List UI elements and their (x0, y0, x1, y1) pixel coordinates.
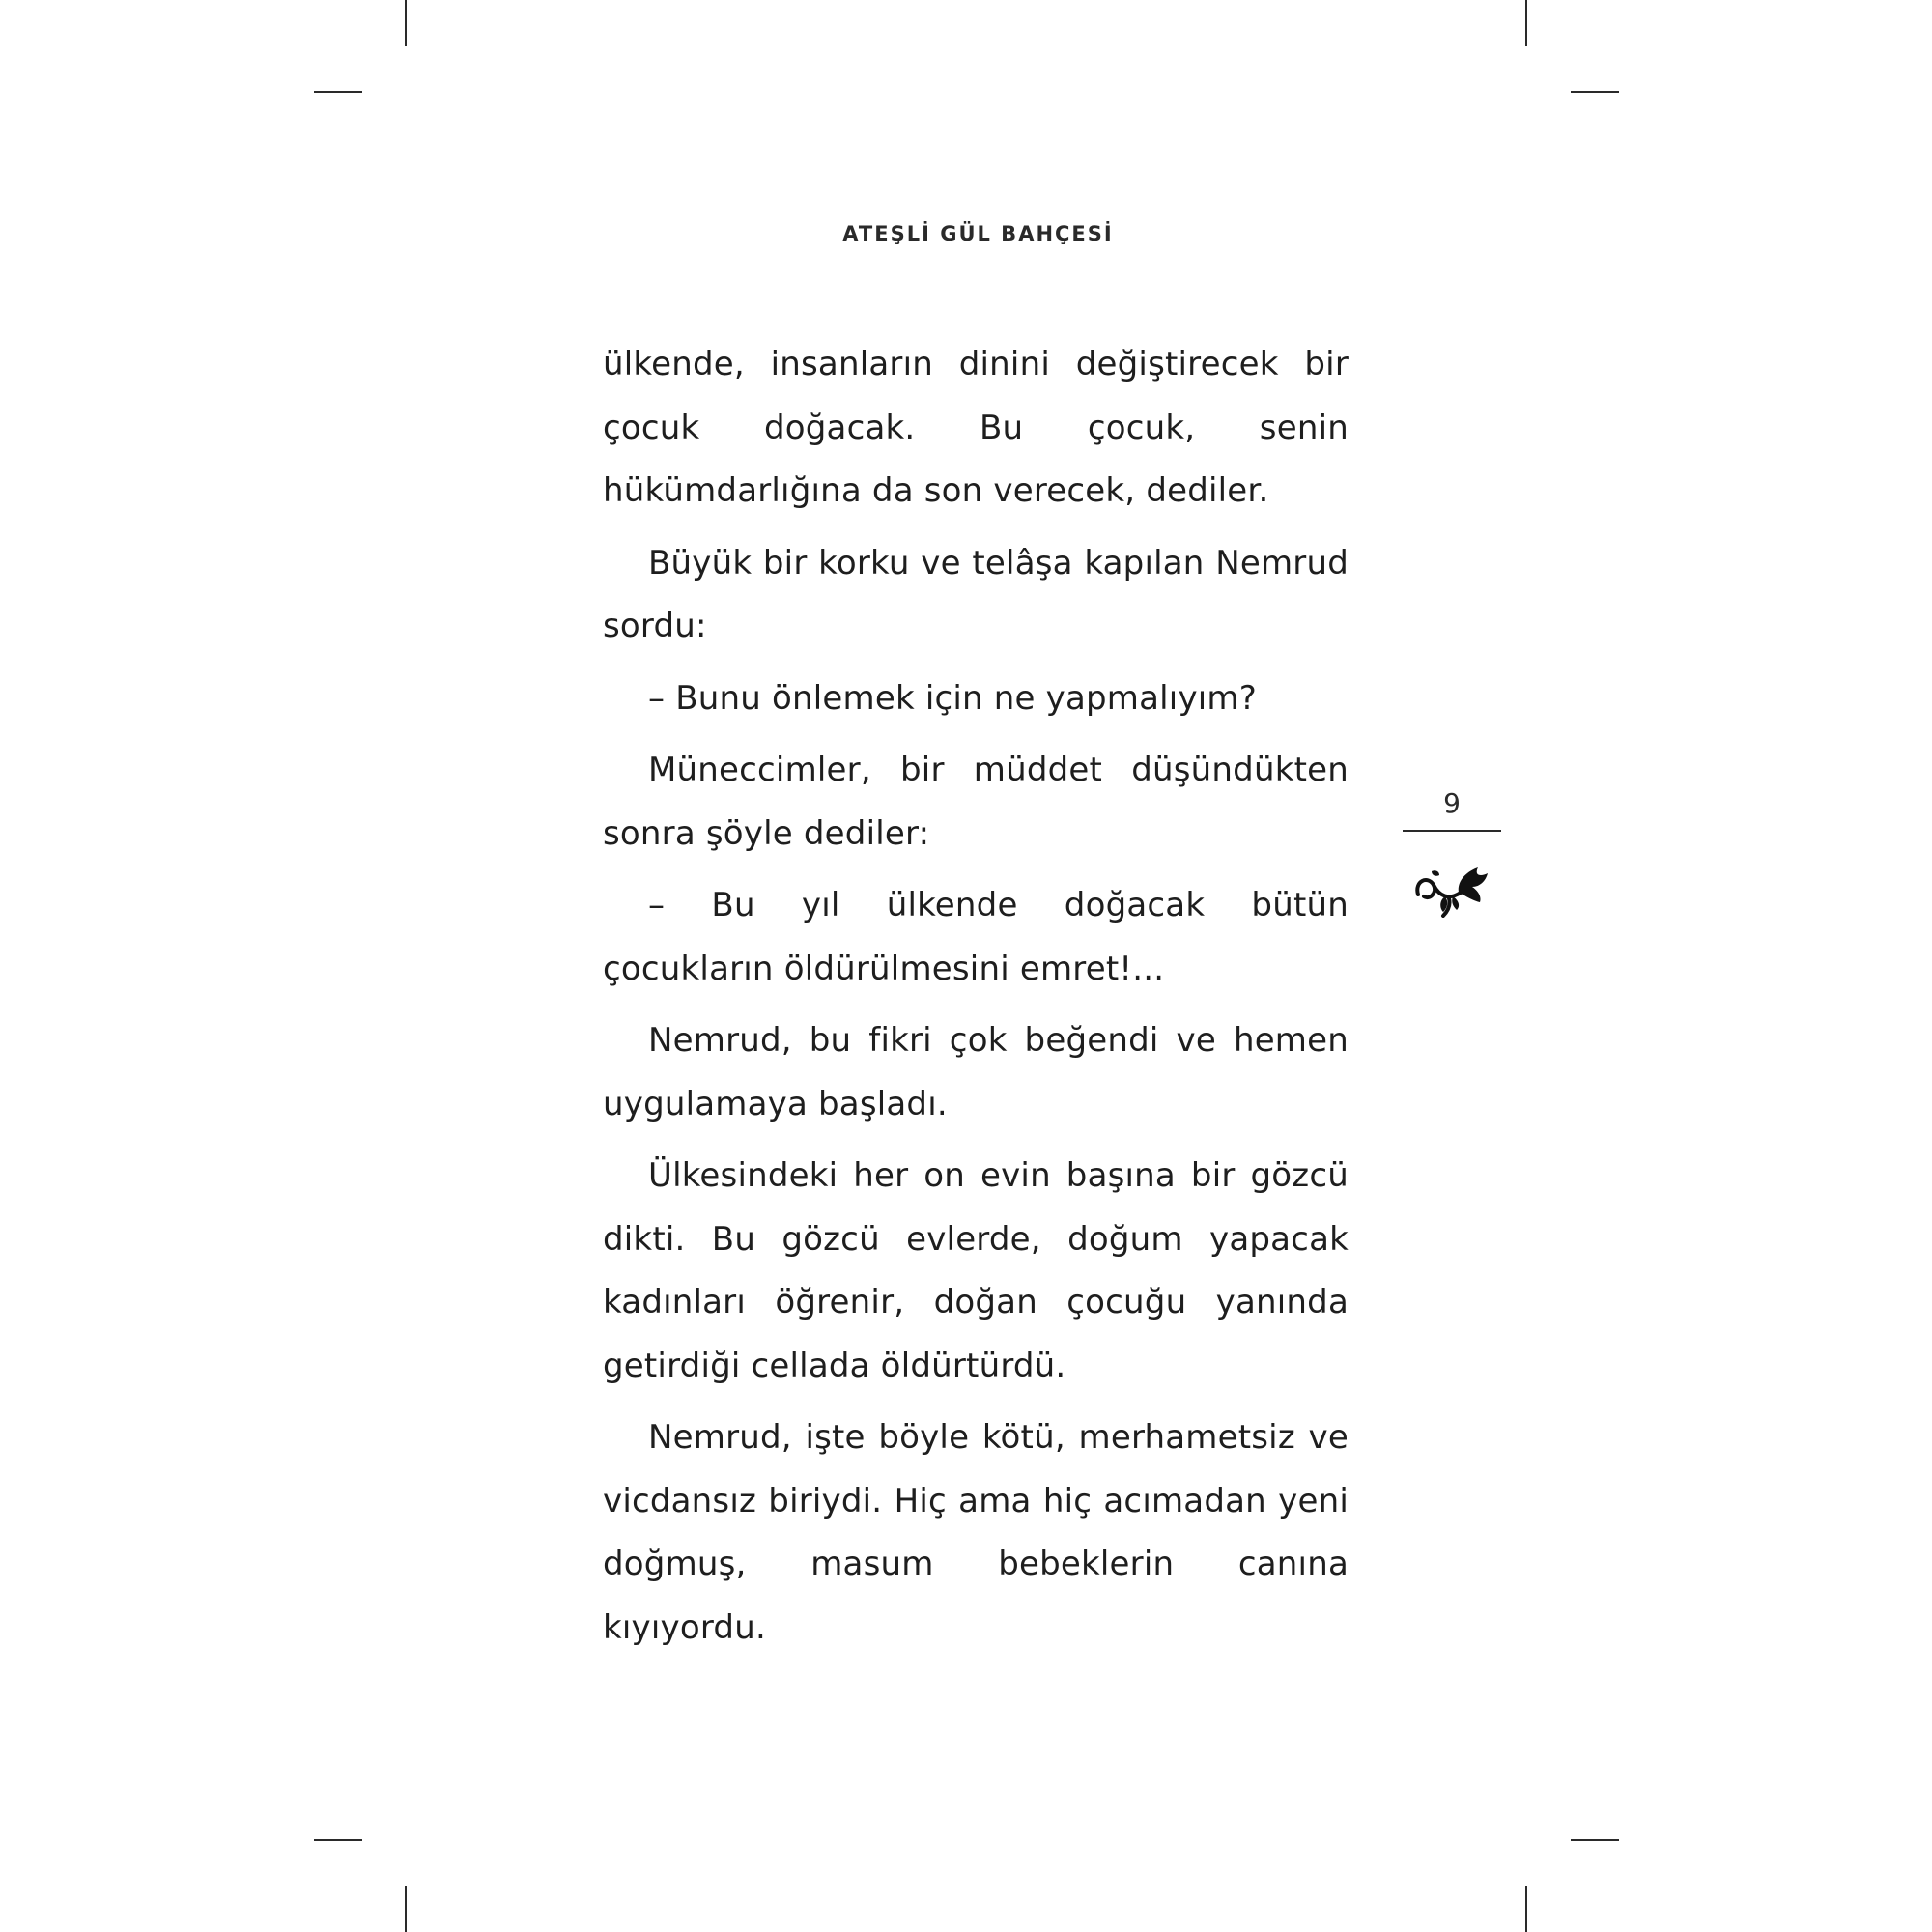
paragraph: Nemrud, işte böyle kötü, merhametsiz ve vicdansız biriydi. Hiç ama hiç acımadan yeni doğmuş, masum bebeklerin canına kıyıyordu. (603, 1418, 1349, 1647)
page-number: 9 (1443, 787, 1461, 819)
running-head: ATEŞLİ GÜL BAHÇESİ (842, 222, 1114, 245)
paragraph: ülkende, insanların dinini değiştirecek bir çocuk doğacak. Bu çocuk, senin hükümdarlığına da son verecek, dediler. (603, 345, 1349, 510)
crop-mark-top-left-horizontal (314, 91, 362, 93)
page-number-rule (1403, 830, 1501, 832)
crop-mark-bottom-left-vertical (405, 1886, 407, 1932)
crop-mark-top-right-vertical (1525, 0, 1527, 46)
crop-mark-bottom-right-vertical (1525, 1886, 1527, 1932)
paragraph: Nemrud, bu fikri çok beğendi ve hemen uygulamaya başladı. (603, 1021, 1349, 1123)
paragraph: Ülkesindeki her on evin başına bir gözcü dikti. Bu gözcü evlerde, doğum yapacak kadınları öğrenir, doğan çocuğu yanında getirdiği cellada öldürtürdü. (603, 1156, 1349, 1385)
crop-mark-bottom-left-horizontal (314, 1839, 362, 1841)
crop-mark-top-right-horizontal (1571, 91, 1619, 93)
paragraph: – Bu yıl ülkende doğacak bütün çocukların öldürülmesini emret!... (603, 886, 1349, 988)
paragraph: – Bunu önlemek için ne yapmalıyım? (648, 678, 1257, 718)
paragraph: Büyük bir korku ve telâşa kapılan Nemrud sordu: (603, 543, 1349, 645)
floral-vine-icon (1410, 858, 1493, 918)
crop-mark-bottom-right-horizontal (1571, 1839, 1619, 1841)
body-text (603, 333, 1349, 1668)
paragraph: Müneccimler, bir müddet düşündükten sonra şöyle dediler: (603, 751, 1349, 853)
crop-mark-top-left-vertical (405, 0, 407, 46)
